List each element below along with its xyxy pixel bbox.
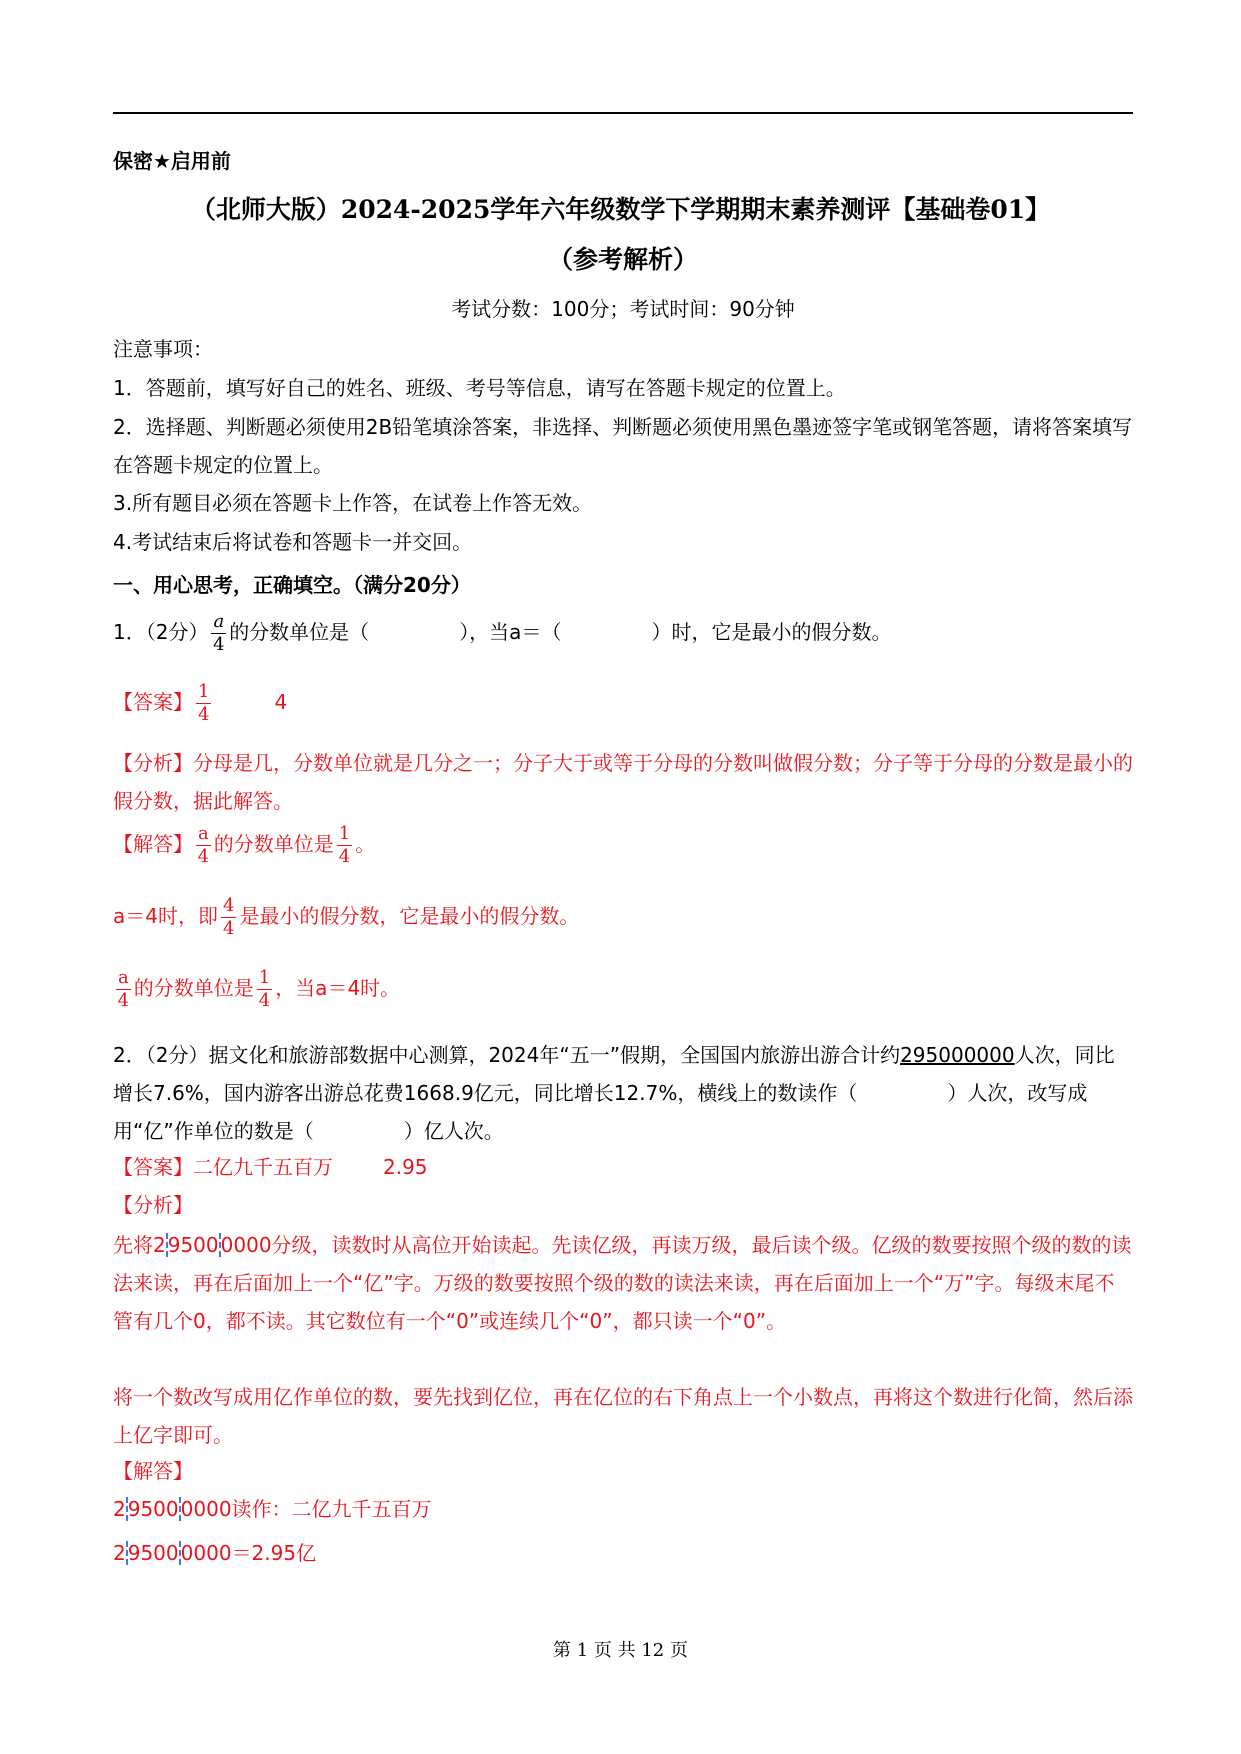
q2-answer: 【答案】二亿九千五百万 2.95: [113, 1155, 428, 1179]
header-rule: [113, 112, 1133, 114]
confidential-label: 保密★启用前: [113, 149, 231, 173]
notes-heading: 注意事项：: [113, 337, 213, 361]
q2-solution-line-1: 2 9500 0000读作：二亿九千五百万: [113, 1497, 432, 1521]
q2-analysis-label: 【分析】: [113, 1193, 193, 1217]
q1-solution-line-2: a＝4时，即 $\frac{4}{4}$ 是最小的假分数，它是最小的假分数。: [113, 895, 580, 939]
q2-solution-line-2: 2 9500 0000＝2.95亿: [113, 1541, 317, 1565]
q2-analysis-paragraph-1: 先将2 9500 0000分级，读数时从高位开始读起。先读亿级，再读万级，最后读个级。亿级的数要按照个级的数的读法来读，再在后面加上一个“亿”字。万级的数要按照个级的数的读法来读，再在后面加上一个“万”字。每级末尾不管有几个0，都不读。其它数位有一个“0”或连续几个“0”，都只读一个“0”。: [113, 1233, 1132, 1333]
notes-item-3: 3.所有题目必须在答题卡上作答，在试卷上作答无效。: [113, 491, 593, 515]
q1-solution-line-1: 【解答】 $\frac{a}{4}$ 的分数单位是 $\frac{1}{4}$ 。: [113, 823, 376, 867]
notes-item-1: 1．答题前，填写好自己的姓名、班级、考号等信息，请写在答题卡规定的位置上。: [113, 376, 846, 400]
q2-analysis-paragraph-2: 将一个数改写成用亿作单位的数，要先找到亿位，再在亿位的右下角点上一个小数点，再将这个数进行化简，然后添上亿字即可。: [113, 1385, 1133, 1447]
page-subtitle: （参考解析）: [547, 245, 698, 274]
q1-answer-fraction: $\frac{1}{4}$: [198, 681, 210, 725]
section-heading: 一、用心思考，正确填空。（满分20分）: [113, 573, 471, 597]
q1-solution-line-3: $\frac{a}{4}$ 的分数单位是 $\frac{1}{4}$ ，当a＝4时。: [117, 967, 401, 1011]
q2-solution-label: 【解答】: [113, 1459, 193, 1483]
question-1: 1．（2分） $\frac{a}{4}$ 的分数单位是（ ），当a＝（ ）时，它是最小的假分数。: [113, 611, 892, 655]
q1-answer: 【答案】 $\frac{1}{4}$ 4: [113, 681, 288, 725]
notes-item-4: 4.考试结束后将试卷和答题卡一并交回。: [113, 530, 473, 554]
exam-info: 考试分数：100分；考试时间：90分钟: [451, 297, 795, 321]
notes-item-2: 2．选择题、判断题必须使用2B铅笔填涂答案，非选择、判断题必须使用黑色墨迹签字笔或钢笔答题，请将答案填写在答题卡规定的位置上。: [113, 415, 1133, 477]
q1-analysis: 【分析】分母是几，分数单位就是几分之一；分子大于或等于分母的分数叫做假分数；分子等于分母的分数是最小的假分数，据此解答。: [113, 751, 1133, 813]
q1-prefix: 1．（2分）: [113, 620, 209, 644]
q2-underlined-number: 295000000: [900, 1043, 1015, 1067]
page-title: （北师大版）2024-2025学年六年级数学下学期期末素养测评【基础卷01】: [190, 195, 1051, 224]
q1-fraction: $\frac{a}{4}$: [213, 611, 225, 655]
page-footer: 第 1 页 共 12 页: [553, 1640, 688, 1661]
question-2: 2．（2分）据文化和旅游部数据中心测算，2024年“五一”假期，全国国内旅游出游合计约295000000人次，同比增长7.6%，国内游客出游总花费1668.9亿元，同比增长12.7%，横线上的数读作（ ）人次，改写成用“亿”作单位的数是（ ）亿人次。: [113, 1043, 1115, 1143]
